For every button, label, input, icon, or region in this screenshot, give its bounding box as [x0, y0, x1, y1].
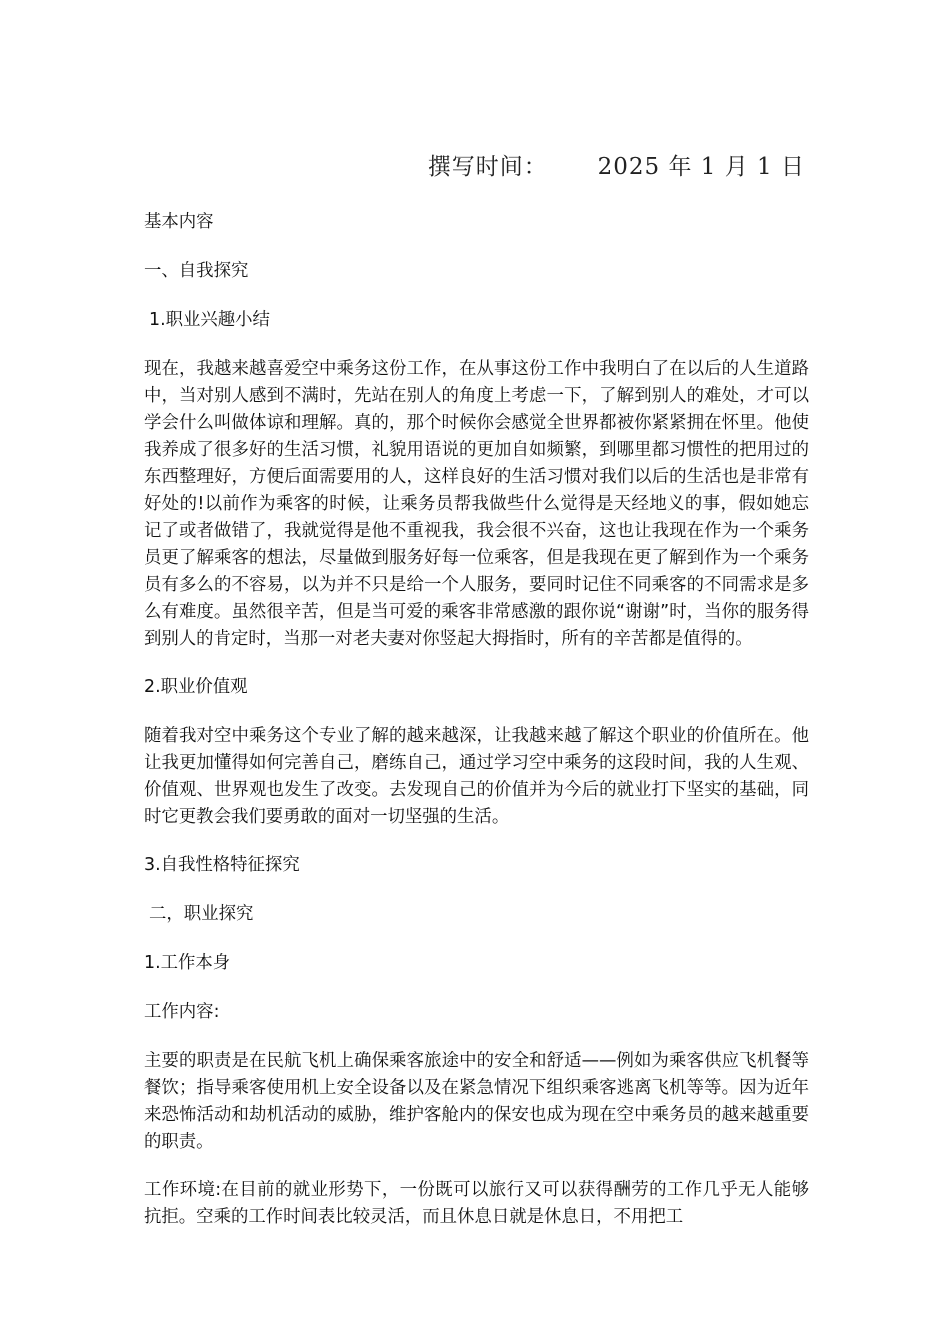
paragraph-career-values: 随着我对空中乘务这个专业了解的越来越深，让我越来越了解这个职业的价值所在。他让我更加懂得如何完善自己，磨练自己，通过学习空中乘务的这段时间，我的人生观、价值观、世界观也发生了改变。去发现自己的价值并为今后的就业打下坚实的基础，同时它更教会我们要勇敢的面对一切坚强的生活。	[144, 726, 809, 827]
work-content-label: 工作内容:	[144, 1002, 220, 1022]
date-value: 2025 年 1 月 1 日	[597, 154, 805, 180]
paragraph-work-content: 主要的职责是在民航飞机上确保乘客旅途中的安全和舒适——例如为乘客供应飞机餐等餐饮；指导乘客使用机上安全设备以及在紧急情况下组织乘客逃离飞机等等。因为近年来恐怖活动和劫机活动的威胁，维护客舱内的保安也成为现在空中乘务员的越来越重要的职责。	[144, 1051, 809, 1152]
document-body	[144, 209, 809, 1252]
subheading-career-values: 2.职业价值观	[144, 677, 248, 697]
date-line	[428, 148, 805, 181]
paragraph-work-environment: 工作环境:在目前的就业形势下，一份既可以旅行又可以获得酬劳的工作几乎无人能够抗拒。空乘的工作时间表比较灵活，而且休息日就是休息日，不用把工	[144, 1180, 809, 1227]
subheading-personality: 3.自我性格特征探究	[144, 855, 300, 875]
paragraph-career-interest: 现在，我越来越喜爱空中乘务这份工作，在从事这份工作中我明白了在以后的人生道路中，当对别人感到不满时，先站在别人的角度上考虑一下，了解到别人的难处，才可以学会什么叫做体谅和理解。真的，那个时候你会感觉全世界都被你紧紧拥在怀里。他使我养成了很多好的生活习惯，礼貌用语说的更加自如频繁，到哪里都习惯性的把用过的东西整理好，方便后面需要用的人，这样良好的生活习惯对我们以后的生活也是非常有好处的!以前作为乘客的时候，让乘务员帮我做些什么觉得是天经地义的事，假如她忘记了或者做错了，我就觉得是他不重视我，我会很不兴奋，这也让我现在作为一个乘务员更了解乘客的想法，尽量做到服务好每一位乘客，但是我现在更了解到作为一个乘务员有多么的不容易，以为并不只是给一个人服务，要同时记住不同乘客的不同需求是多么有难度。虽然很辛苦，但是当可爱的乘客非常感激的跟你说“谢谢”时，当你的服务得到别人的肯定时，当那一对老夫妻对你竖起大拇指时，所有的辛苦都是值得的。	[144, 359, 809, 649]
date-label: 撰写时间：	[427, 154, 548, 180]
subheading-work-itself: 1.工作本身	[144, 953, 231, 973]
section-heading-basic: 基本内容	[144, 212, 214, 232]
section-heading-career-exploration: 二，职业探究	[149, 904, 254, 924]
subheading-career-interest: 1.职业兴趣小结	[149, 310, 270, 330]
section-heading-self-exploration: 一、自我探究	[144, 261, 249, 281]
